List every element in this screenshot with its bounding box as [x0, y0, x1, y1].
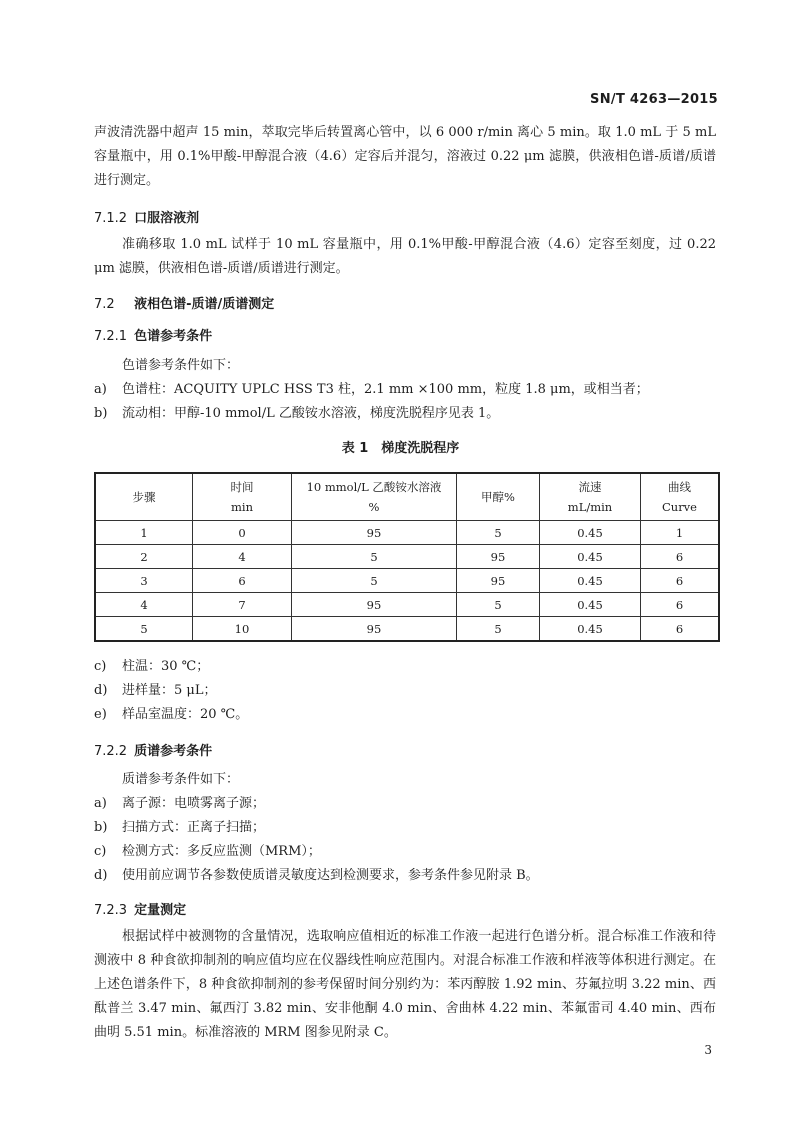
list-marker: a) — [94, 796, 107, 811]
list-text: 检测方式：多反应监测（MRM）； — [122, 844, 321, 859]
table-cell: 95 — [457, 545, 540, 569]
header-ammonium-acetate: 10 mmol/L 乙酸铵水溶液 % — [292, 473, 457, 521]
table-cell: 0.45 — [540, 593, 641, 617]
table-cell: 0.45 — [540, 521, 641, 545]
table-cell: 4 — [193, 545, 292, 569]
list-text: 离子源：电喷雾离子源； — [122, 796, 266, 811]
list-marker: c) — [94, 659, 107, 674]
list-text: 流动相：甲醇-10 mmol/L 乙酸铵水溶液，梯度洗脱程序见表 1。 — [122, 406, 500, 421]
table-row — [95, 569, 719, 593]
list-text: 柱温：30 ℃； — [122, 659, 210, 674]
heading-number: 7.1.2 — [94, 211, 128, 226]
heading-title: 质谱参考条件 — [134, 744, 213, 759]
header-curve: 曲线 Curve — [641, 473, 720, 521]
table-row — [95, 545, 719, 569]
list-item — [94, 404, 499, 424]
header-flow-rate: 流速 mL/min — [540, 473, 641, 521]
table-cell: 0 — [193, 521, 292, 545]
heading-number: 7.2.3 — [94, 903, 128, 918]
chrom-intro: 色谱参考条件如下： — [122, 358, 240, 373]
list-marker: b) — [94, 820, 108, 835]
heading-7-2-3 — [94, 899, 186, 918]
table-cell: 95 — [292, 617, 457, 642]
list-text: 色谱柱：ACQUITY UPLC HSS T3 柱，2.1 mm ×100 mm，粒度 1.8 μm，或相当者； — [122, 382, 649, 397]
table-cell: 3 — [95, 569, 193, 593]
table-cell: 0.45 — [540, 617, 641, 642]
heading-number: 7.2.2 — [94, 744, 128, 759]
heading-number: 7.2.1 — [94, 329, 128, 344]
heading-title: 色谱参考条件 — [134, 329, 213, 344]
heading-number: 7.2 — [94, 297, 115, 312]
list-marker: a) — [94, 382, 107, 397]
list-item — [94, 842, 321, 862]
table-cell: 6 — [641, 617, 720, 642]
header-methanol: 甲醇% — [457, 473, 540, 521]
list-marker: e) — [94, 707, 107, 722]
table-cell: 6 — [641, 545, 720, 569]
paragraph-oral-solution: 准确移取 1.0 mL 试样于 10 mL 容量瓶中，用 0.1%甲酸-甲醇混合液（4.6）定容至刻度，过 0.22 μm 滤膜，供液相色谱-质谱/质谱进行测定。 — [94, 237, 716, 276]
table-cell: 5 — [292, 569, 457, 593]
list-text: 使用前应调节各参数使质谱灵敏度达到检测要求，参考条件参见附录 B。 — [122, 868, 539, 883]
list-marker: d) — [94, 868, 108, 883]
table-cell: 0.45 — [540, 545, 641, 569]
table-cell: 5 — [457, 593, 540, 617]
table-row — [95, 593, 719, 617]
list-item — [94, 681, 217, 701]
list-marker: b) — [94, 406, 108, 421]
table-cell: 5 — [457, 617, 540, 642]
table-cell: 5 — [457, 521, 540, 545]
table-cell: 5 — [292, 545, 457, 569]
gradient-table — [94, 472, 720, 642]
list-item — [94, 818, 265, 838]
list-item — [94, 705, 248, 725]
header-time: 时间 min — [193, 473, 292, 521]
table-cell: 1 — [95, 521, 193, 545]
table-cell: 95 — [292, 521, 457, 545]
list-text: 进样量：5 μL； — [122, 683, 217, 698]
heading-7-2-1 — [94, 325, 212, 344]
table-cell: 1 — [641, 521, 720, 545]
list-text: 样品室温度：20 ℃。 — [122, 707, 249, 722]
list-item — [94, 866, 539, 886]
table-cell: 6 — [641, 569, 720, 593]
table-cell: 6 — [641, 593, 720, 617]
standard-code: SN/T 4263—2015 — [590, 92, 718, 107]
heading-7-2-2 — [94, 740, 212, 759]
table-cell: 7 — [193, 593, 292, 617]
table-cell: 5 — [95, 617, 193, 642]
table-header-row — [95, 473, 719, 521]
list-item — [94, 380, 649, 400]
heading-title: 定量测定 — [134, 903, 187, 918]
table-cell: 4 — [95, 593, 193, 617]
heading-title: 口服溶液剂 — [134, 211, 200, 226]
paragraph-quantification: 根据试样中被测物的含量情况，选取响应值相近的标准工作液一起进行色谱分析。混合标准工作液和待测液中 8 种食欲抑制剂的响应值均应在仪器线性响应范围内。对混合标准工作液和样液等体积进行测定。在上述色谱条件下，8 种食欲抑制剂的参考保留时间分别约为：苯丙醇胺 1.92 min、芬氟拉明 3.22 min、西酞普兰 3.47 min、氟西汀 3.82 min、安非他酮 4.0 min、舍曲林 4.22 min、苯氟雷司 4.40 min、西布曲明 5.51 min。标准溶液的 MRM 图参见附录 C。 — [94, 929, 716, 1040]
table-row — [95, 521, 719, 545]
page-number: 3 — [704, 1043, 712, 1057]
heading-7-2 — [94, 293, 274, 312]
table-row — [95, 617, 719, 642]
list-item — [94, 794, 265, 814]
list-item — [94, 657, 209, 677]
list-marker: c) — [94, 844, 107, 859]
heading-title: 液相色谱-质谱/质谱测定 — [134, 297, 275, 312]
ms-intro: 质谱参考条件如下： — [122, 772, 240, 787]
heading-7-1-2 — [94, 207, 199, 226]
table-cell: 95 — [292, 593, 457, 617]
table-cell: 2 — [95, 545, 193, 569]
table-cell: 95 — [457, 569, 540, 593]
list-marker: d) — [94, 683, 108, 698]
paragraph-extraction: 声波清洗器中超声 15 min，萃取完毕后转置离心管中，以 6 000 r/min 离心 5 min。取 1.0 mL 于 5 mL 容量瓶中，用 0.1%甲酸-甲醇混合液（4.6）定容后并混匀，溶液过 0.22 μm 滤膜，供液相色谱-质谱/质谱进行测定。 — [94, 125, 716, 188]
list-text: 扫描方式：正离子扫描； — [122, 820, 266, 835]
table-cell: 10 — [193, 617, 292, 642]
table-caption: 表 1 梯度洗脱程序 — [341, 441, 460, 456]
table-cell: 6 — [193, 569, 292, 593]
table-cell: 0.45 — [540, 569, 641, 593]
header-step: 步骤 — [95, 473, 193, 521]
